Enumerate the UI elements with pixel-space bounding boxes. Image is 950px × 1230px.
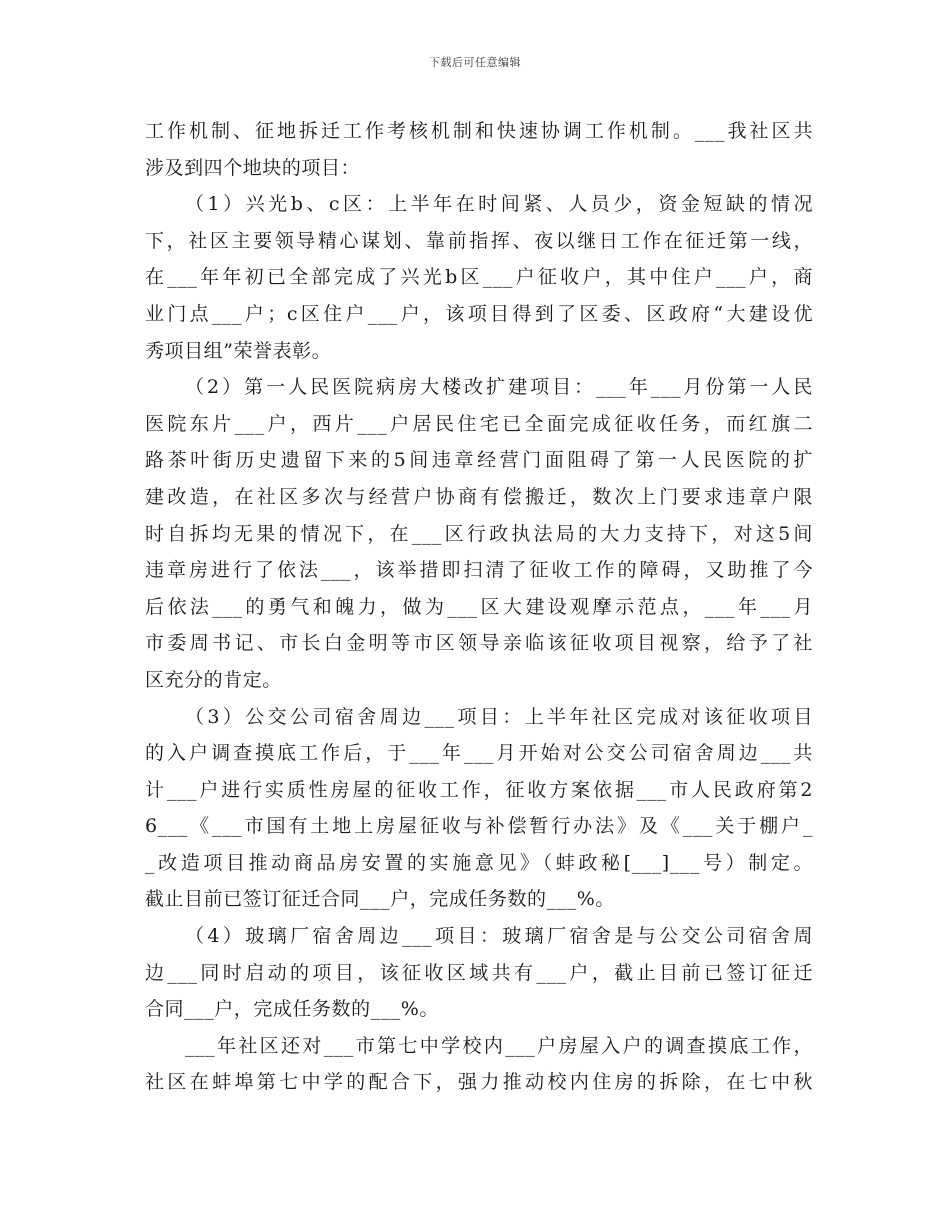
text-line: 违章房进行了依法___，该举措即扫清了征收工作的障碍，又助推了今 xyxy=(145,559,813,582)
text-line: 边___同时启动的项目，该征收区域共有___户，截止目前已签订征迁 xyxy=(145,961,813,984)
text-line: （1）兴光b、c区：上半年在时间紧、人员少，资金短缺的情况 xyxy=(185,193,813,216)
text-line: （3）公交公司宿舍周边___项目：上半年社区完成对该征收项目 xyxy=(185,705,813,728)
text-line: 秀项目组”荣誉表彰。 xyxy=(145,339,332,362)
text-line: 业门点___户；c区住户___户，该项目得到了区委、区政府“大建设优 xyxy=(145,302,813,325)
text-line: 工作机制、征地拆迁工作考核机制和快速协调工作机制。___我社区共 xyxy=(145,120,813,142)
text-line: 下，社区主要领导精心谋划、靠前指挥、夜以继日工作在征迁第一线， xyxy=(145,229,813,252)
text-line: 6___《___市国有土地上房屋征收与补偿暂行办法》及《___关于棚户_ xyxy=(145,815,813,838)
text-line: 区充分的肯定。 xyxy=(145,668,282,691)
text-line: _改造项目推动商品房安置的实施意见》（蚌政秘[___]___号）制定。 xyxy=(145,851,813,874)
text-line: （4）玻璃厂宿舍周边___项目：玻璃厂宿舍是与公交公司宿舍周 xyxy=(185,925,813,948)
text-line: 市委周书记、市长白金明等市区领导亲临该征收项目视察，给予了社 xyxy=(145,632,813,655)
text-line: 时自拆均无果的情况下，在___区行政执法局的大力支持下，对这5间 xyxy=(145,522,813,545)
text-line: 医院东片___户，西片___户居民住宅已全面完成征收任务，而红旗二 xyxy=(145,412,813,435)
text-line: 截止目前已签订征迁合同___户，完成任务数的___%。 xyxy=(145,888,615,911)
text-line: 社区在蚌埠第七中学的配合下，强力推动校内住房的拆除，在七中秋 xyxy=(145,1071,813,1094)
document-body xyxy=(145,113,813,1101)
page-header: 下载后可任意编辑 xyxy=(429,56,521,69)
text-line: 涉及到四个地块的项目： xyxy=(145,156,361,179)
text-line: ___年社区还对___市第七中学校内___户房屋入户的调查摸底工作， xyxy=(185,1034,813,1057)
text-line: 建改造，在社区多次与经营户协商有偿搬迁，数次上门要求违章户限 xyxy=(145,485,813,508)
text-line: 在___年年初已全部完成了兴光b区___户征收户，其中住户___户，商 xyxy=(145,266,813,289)
text-line: 路茶叶街历史遗留下来的5间违章经营门面阻碍了第一人民医院的扩 xyxy=(145,449,813,472)
text-line: 合同___户，完成任务数的___%。 xyxy=(145,998,439,1021)
text-line: 的入户调查摸底工作后，于___年___月开始对公交公司宿舍周边___共 xyxy=(145,742,813,765)
text-line: 计___户进行实质性房屋的征收工作，征收方案依据___市人民政府第2 xyxy=(145,778,813,801)
text-line: 后依法___的勇气和魄力，做为___区大建设观摩示范点，___年___月 xyxy=(145,595,813,618)
text-line: （2）第一人民医院病房大楼改扩建项目：___年___月份第一人民 xyxy=(185,376,813,399)
